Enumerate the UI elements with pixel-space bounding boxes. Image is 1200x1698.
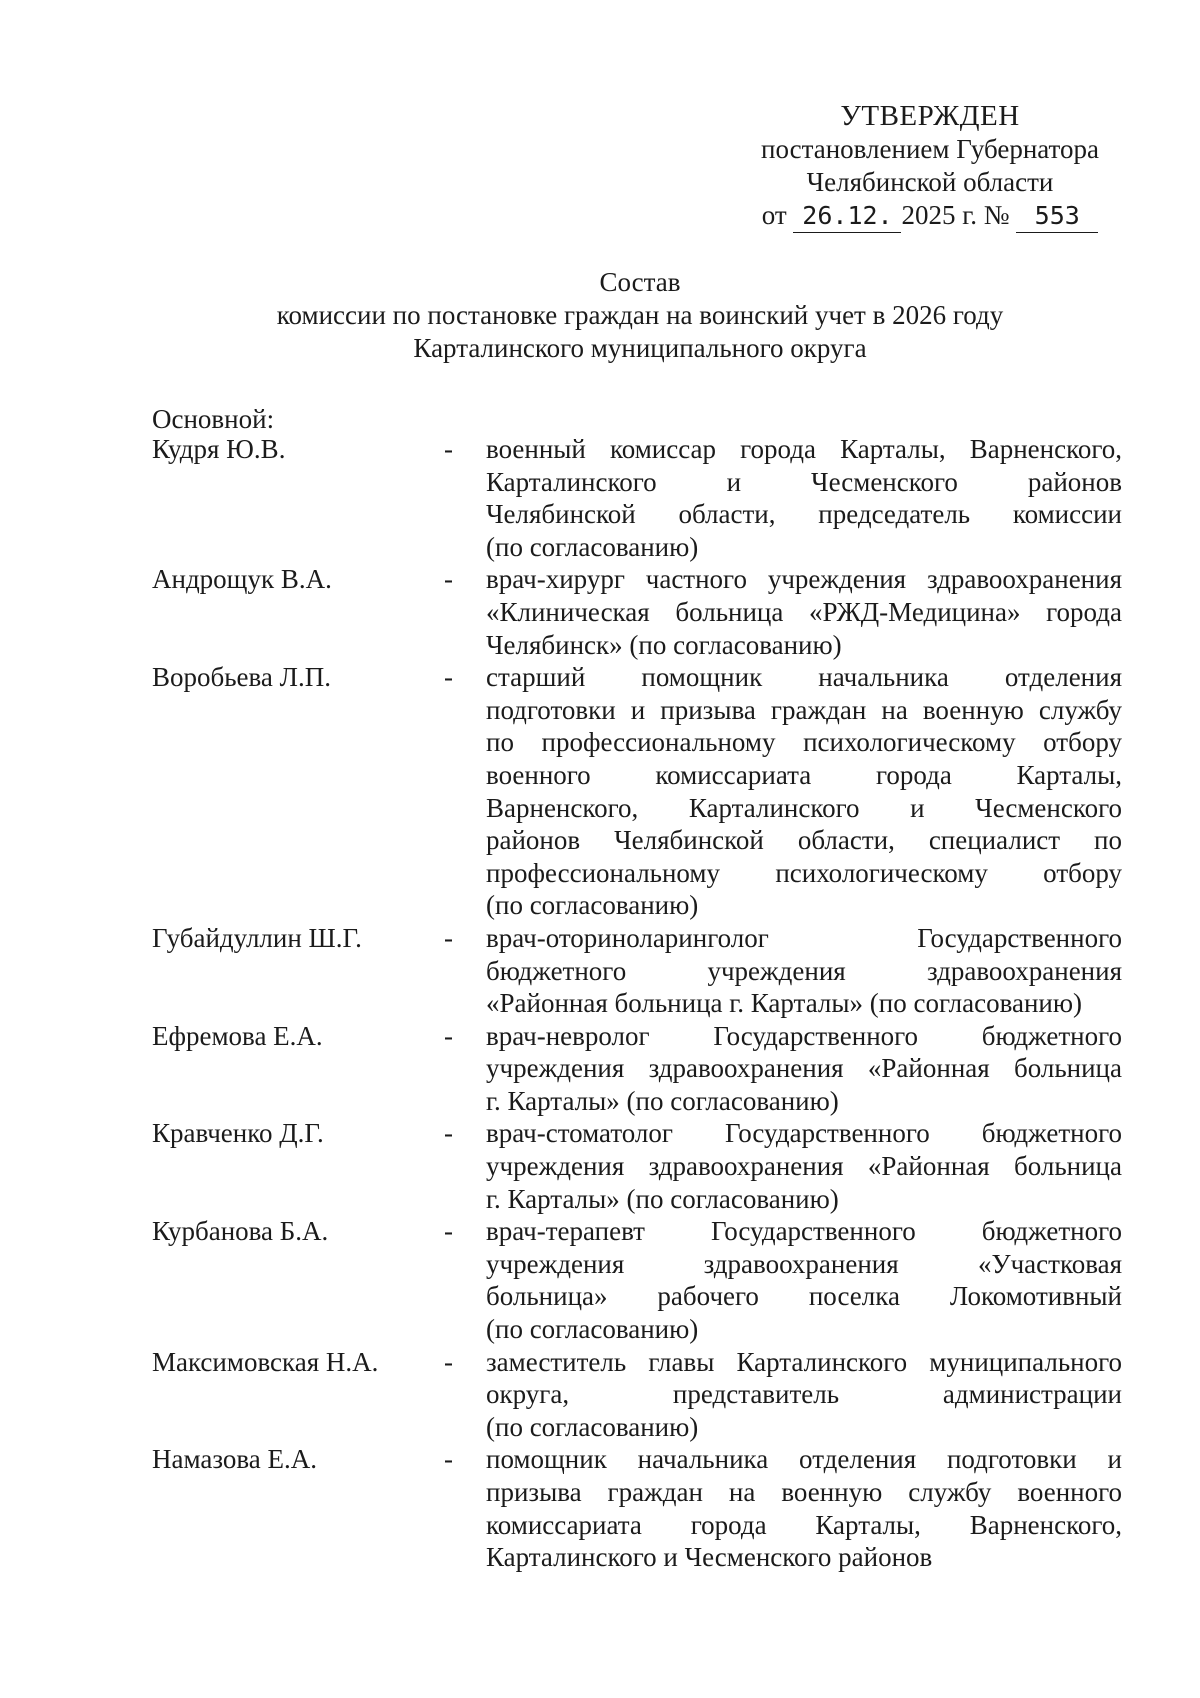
member-name: Ефремова Е.А.: [152, 1020, 323, 1051]
description-line: врач-хирург частного учреждения здравоохранения: [486, 564, 1122, 595]
member-description: [486, 1443, 1122, 1573]
approval-date-line: [720, 199, 1140, 233]
member-dash: -: [444, 1444, 453, 1475]
description-line: профессиональному психологическому отбору: [486, 857, 1122, 888]
description-line: больница» рабочего поселка Локомотивный: [486, 1281, 1122, 1312]
description-line: подготовки и призыва граждан на военную службу: [486, 694, 1122, 725]
member-row: [152, 1346, 1122, 1444]
description-line: врач-оториноларинголог Государственного: [486, 922, 1122, 953]
member-row: [152, 1117, 1122, 1215]
description-line: Карталинского и Чесменского районов: [486, 1542, 933, 1573]
member-description: [486, 1020, 1122, 1118]
title-line-3: Карталинского муниципального округа: [413, 333, 867, 363]
description-line: районов Челябинской области, специалист по: [486, 825, 1122, 856]
member-description: [486, 563, 1122, 661]
description-line: (по согласованию): [486, 1411, 699, 1442]
date-prefix: от: [761, 200, 787, 230]
member-row: [152, 1020, 1122, 1118]
member-name: Кравченко Д.Г.: [152, 1118, 324, 1149]
member-dash: -: [444, 1216, 453, 1247]
description-line: (по согласованию): [486, 890, 699, 921]
members-list: [152, 433, 1122, 1574]
title-line-1: Состав: [599, 267, 681, 297]
title-line-2: комиссии по постановке граждан на воинский учет в 2026 году: [276, 300, 1004, 330]
description-line: врач-невролог Государственного бюджетного: [486, 1020, 1122, 1051]
member-description: [486, 922, 1122, 1020]
member-description: [486, 661, 1122, 922]
description-line: Челябинск» (по согласованию): [486, 629, 842, 660]
description-line: военного комиссариата города Карталы,: [486, 759, 1122, 790]
description-line: г. Карталы» (по согласованию): [486, 1085, 839, 1116]
member-name: Кудря Ю.В.: [152, 434, 286, 464]
description-line: старший помощник начальника отделения: [486, 662, 1122, 693]
approval-line-1: постановлением Губернатора: [761, 134, 1099, 164]
member-dash: -: [444, 1118, 453, 1149]
description-line: «Районная больница г. Карталы» (по согласованию): [486, 988, 1083, 1019]
handwritten-number: 553: [1016, 199, 1098, 233]
member-name: Максимовская Н.А.: [152, 1346, 379, 1377]
approval-line-2: Челябинской области: [806, 167, 1054, 197]
member-row: [152, 922, 1122, 1020]
member-dash: -: [444, 434, 453, 464]
member-row: [152, 563, 1122, 661]
description-line: Карталинского и Чесменского районов: [486, 466, 1122, 497]
approval-block: [720, 100, 1140, 233]
description-line: заместитель главы Карталинского муниципального: [486, 1346, 1122, 1377]
member-description: [486, 1346, 1122, 1444]
description-line: военный комиссар города Карталы, Варненского,: [486, 434, 1122, 464]
member-dash: -: [444, 1346, 453, 1377]
description-line: Челябинской области, председатель комиссии: [486, 499, 1122, 530]
date-suffix: 2025 г. №: [901, 200, 1010, 230]
member-name: Курбанова Б.А.: [152, 1216, 329, 1247]
description-line: бюджетного учреждения здравоохранения: [486, 955, 1122, 986]
description-line: комиссариата города Карталы, Варненского,: [486, 1509, 1122, 1540]
approval-heading: УТВЕРЖДЕН: [840, 100, 1020, 132]
member-row: [152, 661, 1122, 922]
member-name: Намазова Е.А.: [152, 1444, 317, 1475]
member-name: Губайдуллин Ш.Г.: [152, 922, 362, 953]
description-line: призыва граждан на военную службу военного: [486, 1477, 1122, 1507]
section-label: Основной:: [152, 404, 275, 434]
description-line: (по согласованию): [486, 1314, 699, 1345]
member-description: [486, 433, 1122, 563]
description-line: врач-терапевт Государственного бюджетного: [486, 1216, 1122, 1247]
member-name: Воробьева Л.П.: [152, 662, 331, 693]
description-line: (по согласованию): [486, 531, 699, 562]
member-row: [152, 1443, 1122, 1573]
description-line: помощник начальника отделения подготовки и: [486, 1444, 1122, 1475]
description-line: учреждения здравоохранения «Районная больница: [486, 1053, 1122, 1084]
description-line: Варненского, Карталинского и Чесменского: [486, 792, 1122, 823]
handwritten-date: 26.12.: [793, 199, 901, 233]
description-line: учреждения здравоохранения «Районная больница: [486, 1151, 1122, 1182]
description-line: округа, представитель администрации: [486, 1379, 1122, 1410]
description-line: врач-стоматолог Государственного бюджетного: [486, 1118, 1122, 1149]
member-row: [152, 1215, 1122, 1345]
member-dash: -: [444, 1020, 453, 1051]
description-line: учреждения здравоохранения «Участковая: [486, 1248, 1122, 1279]
member-description: [486, 1117, 1122, 1215]
member-name: Андрощук В.А.: [152, 564, 332, 595]
document-title: [150, 266, 1130, 365]
member-row: [152, 433, 1122, 563]
description-line: г. Карталы» (по согласованию): [486, 1183, 839, 1214]
description-line: «Клиническая больница «РЖД-Медицина» города: [486, 596, 1122, 627]
member-dash: -: [444, 564, 453, 595]
member-dash: -: [444, 662, 453, 693]
member-description: [486, 1215, 1122, 1345]
member-dash: -: [444, 922, 453, 953]
description-line: по профессиональному психологическому отбору: [486, 727, 1122, 758]
